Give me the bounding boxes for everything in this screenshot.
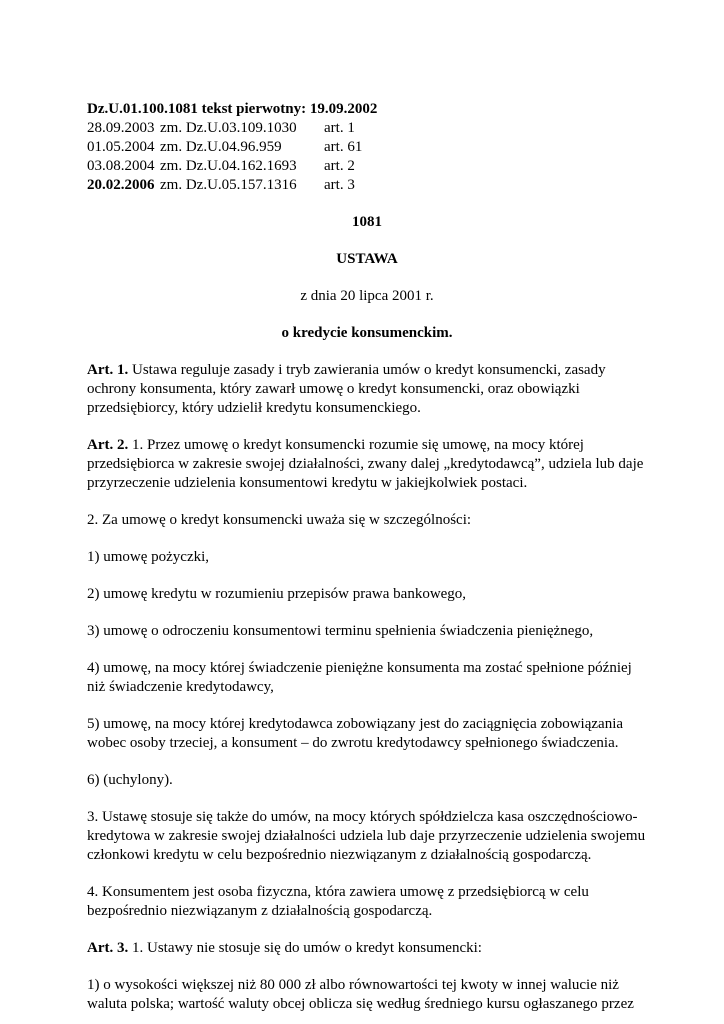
header-title: Dz.U.01.100.1081 tekst pierwotny: 19.09.2002 [87, 101, 378, 117]
amendment-article: art. 3 [324, 177, 355, 193]
article-2-items [87, 548, 647, 790]
amendment-list [87, 119, 647, 195]
article-2-para-4: 4. Konsumentem jest osoba fizyczna, która zawiera umowę z przedsiębiorcą w celu bezpośrednio niezwiązanym z działalnością gospodarczą. [87, 884, 589, 919]
article-1-label: Art. 1. [87, 362, 129, 378]
article-3-item-1: 1) o wysokości większej niż 80 000 zł albo równowartości tej kwoty w innej walucie niż waluta polska; wartość waluty obcej oblicza się według średniego kursu ogłaszanego przez [87, 977, 634, 1012]
amendment-article: art. 61 [324, 139, 363, 155]
act-number: 1081 [352, 214, 382, 230]
article-1-text: Ustawa reguluje zasady i tryb zawierania umów o kredyt konsumencki, zasady ochrony konsumenta, który zawarł umowę o kredyt konsumencki, oraz obowiązki przedsiębiorcy, który udzielił kredytu konsumenckiego. [87, 362, 606, 416]
amendment-article: art. 1 [324, 120, 355, 136]
article-2-label: Art. 2. [87, 437, 129, 453]
article-2-para-3: 3. Ustawę stosuje się także do umów, na mocy których spółdzielcza kasa oszczędnościowo-kredytowa w zakresie swojej działalności udziela lub daje przyrzeczenie udzielenia swojemu członkowi kredytu w celu bezpośrednio niezwiązanym z działalnością gospodarczą. [87, 809, 646, 863]
header-block [87, 100, 647, 195]
act-date: z dnia 20 lipca 2001 r. [300, 288, 434, 304]
article-3-para-1-text: 1. Ustawy nie stosuje się do umów o kredyt konsumencki: [128, 940, 482, 956]
article-1 [87, 361, 647, 418]
list-item: 3) umowę o odroczeniu konsumentowi terminu spełnienia świadczenia pieniężnego, [87, 623, 594, 639]
amendment-row [87, 176, 647, 195]
amendment-date: 20.02.2006 [87, 177, 155, 193]
document-page [87, 100, 647, 1014]
article-2-para-2: 2. Za umowę o kredyt konsumencki uważa się w szczególności: [87, 512, 472, 528]
amendment-ref: zm. Dz.U.03.109.1030 [160, 120, 297, 136]
amendment-row [87, 119, 647, 138]
amendment-date: 03.08.2004 [87, 158, 155, 174]
amendment-ref: zm. Dz.U.04.162.1693 [160, 158, 297, 174]
act-type: USTAWA [336, 251, 398, 267]
amendment-date: 01.05.2004 [87, 139, 155, 155]
list-item: 6) (uchylony). [87, 772, 173, 788]
amendment-row [87, 138, 647, 157]
amendment-row [87, 157, 647, 176]
list-item: 5) umowę, na mocy której kredytodawca zobowiązany jest do zaciągnięcia zobowiązania wobec osoby trzeciej, a konsument – do zwrotu kredytodawcy spełnionego świadczenia. [87, 716, 624, 751]
article-3-para-1 [87, 939, 647, 958]
act-subject: o kredycie konsumenckim. [281, 325, 453, 341]
amendment-article: art. 2 [324, 158, 355, 174]
list-item: 2) umowę kredytu w rozumieniu przepisów prawa bankowego, [87, 586, 467, 602]
article-2-para-1 [87, 436, 647, 493]
amendment-date: 28.09.2003 [87, 120, 155, 136]
article-2-para-1-text: 1. Przez umowę o kredyt konsumencki rozumie się umowę, na mocy której przedsiębiorca w zakresie swojej działalności, zwany dalej „kredytodawcą”, udziela lub daje przyrzeczenie udzielenia konsumentowi kredytu w jakiejkolwiek postaci. [87, 437, 644, 491]
list-item: 1) umowę pożyczki, [87, 549, 210, 565]
article-3-label: Art. 3. [87, 940, 129, 956]
amendment-ref: zm. Dz.U.05.157.1316 [160, 177, 297, 193]
list-item: 4) umowę, na mocy której świadczenie pieniężne konsumenta ma zostać spełnione później niż świadczenie kredytodawcy, [87, 660, 632, 695]
amendment-ref: zm. Dz.U.04.96.959 [160, 139, 282, 155]
